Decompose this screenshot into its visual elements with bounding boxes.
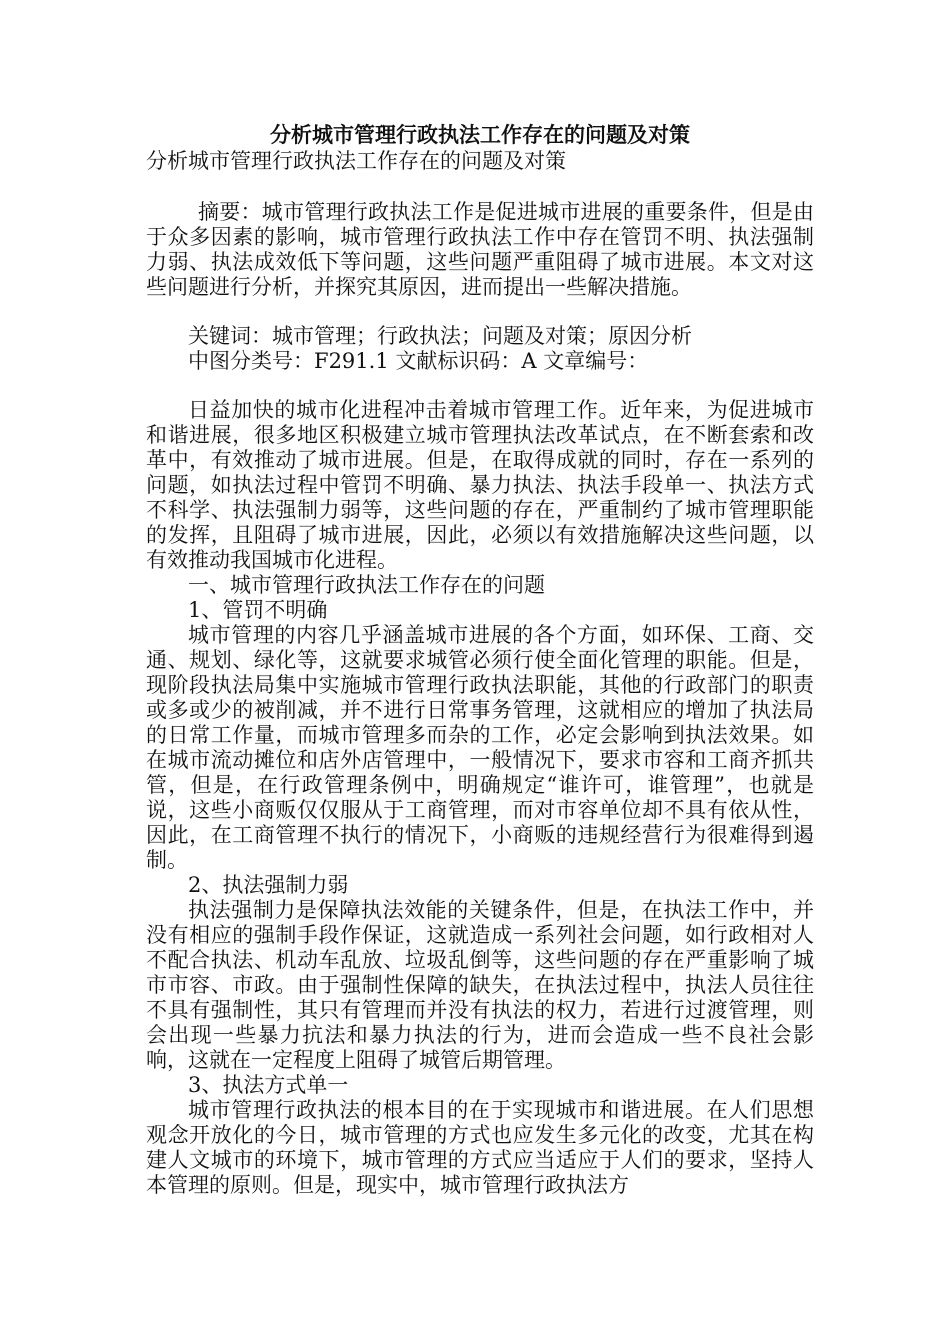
document-subtitle: 分析城市管理行政执法工作存在的问题及对策 [146, 149, 566, 173]
spacer [146, 300, 814, 324]
section-heading-1: 一、城市管理行政执法工作存在的问题 [188, 573, 545, 597]
subheading-1: 1、管罚不明确 [188, 598, 328, 622]
subheading-2: 2、执法强制力弱 [188, 873, 349, 897]
classification-line: 中图分类号：F291.1 文献标识码：A 文章编号： [188, 349, 649, 373]
keywords-line: 关键词：城市管理；行政执法；问题及对策；原因分析 [188, 324, 692, 348]
body-paragraph-2: 执法强制力是保障执法效能的关键条件，但是，在执法工作中，并没有相应的强制手段作保证，这就造成一系列社会问题，如行政相对人不配合执法、机动车乱放、垃圾乱倒等，这些问题的存在严重影响了城市市容、市政。由于强制性保障的缺失，在执法过程中，执法人员往往不具有强制性，其只有管理而并没有执法的权力，若进行过渡管理，则会出现一些暴力抗法和暴力执法的行为，进而会造成一些不良社会影响，这就在一定程度上阻碍了城管后期管理。 [146, 898, 814, 1072]
body-paragraph-1: 城市管理的内容几乎涵盖城市进展的各个方面，如环保、工商、交通、规划、绿化等，这就要求城管必须行使全面化管理的职能。但是，现阶段执法局集中实施城市管理行政执法职能，其他的行政部门的职责或多或少的被削减，并不进行日常事务管理，这就相应的增加了执法局的日常工作量，而城市管理多而杂的工作，必定会影响到执法效果。如在城市流动摊位和店外店管理中，一般情况下，要求市容和工商齐抓共管，但是，在行政管理条例中，明确规定“谁许可，谁管理”，也就是说，这些小商贩仅仅服从于工商管理，而对市容单位却不具有依从性，因此，在工商管理不执行的情况下，小商贩的违规经营行为很难得到遏制。 [146, 623, 814, 872]
intro-paragraph: 日益加快的城市化进程冲击着城市管理工作。近年来，为促进城市和谐进展，很多地区积极建立城市管理执法改革试点，在不断套索和改革中，有效推动了城市进展。但是，在取得成就的同时，存在一系列的问题，如执法过程中管罚不明确、暴力执法、执法手段单一、执法方式不科学、执法强制力弱等，这些问题的存在，严重制约了城市管理职能的发挥，且阻碍了城市进展，因此，必须以有效措施解决这些问题，以有效推动我国城市化进程。 [146, 398, 814, 572]
abstract-paragraph: 摘要：城市管理行政执法工作是促进城市进展的重要条件，但是由于众多因素的影响，城市管理行政执法工作中存在管罚不明、执法强制力弱、执法成效低下等问题，这些问题严重阻碍了城市进展。本文对这些问题进行分析，并探究其原因，进而提出一些解决措施。 [146, 200, 814, 299]
document-page [146, 122, 814, 1198]
subheading-3: 3、执法方式单一 [188, 1073, 349, 1097]
body-paragraph-3: 城市管理行政执法的根本目的在于实现城市和谐进展。在人们思想观念开放化的今日，城市管理的方式也应发生多元化的改变，尤其在构建人文城市的环境下，城市管理的方式应当适应于人们的要求，坚持人本管理的原则。但是，现实中，城市管理行政执法方 [146, 1098, 814, 1197]
spacer [146, 374, 814, 398]
document-title: 分析城市管理行政执法工作存在的问题及对策 [270, 122, 690, 147]
